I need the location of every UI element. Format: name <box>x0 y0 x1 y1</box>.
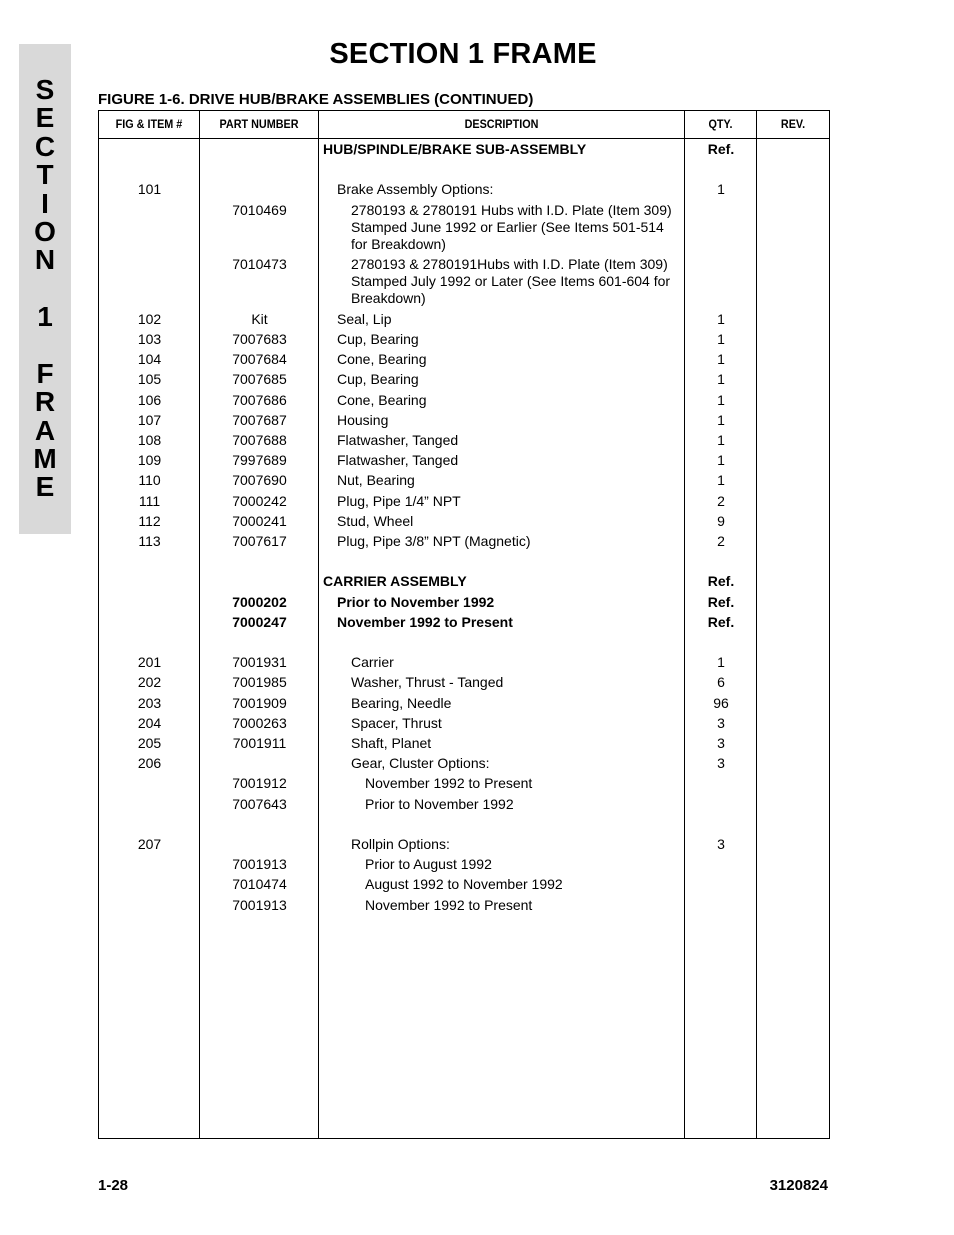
qty-cell: 3 <box>717 735 725 751</box>
qty-cell: 1 <box>717 432 725 448</box>
description-cell: Gear, Cluster Options: <box>351 755 490 772</box>
part-number-cell: 7000263 <box>232 714 287 731</box>
description-cell: CARRIER ASSEMBLY <box>323 573 467 590</box>
description-cell: Carrier <box>351 654 394 671</box>
fig-item-cell: 201 <box>137 654 162 671</box>
qty-cell: Ref. <box>707 613 735 630</box>
description-cell: 2780193 & 2780191Hubs with I.D. Plate (Item 309) Stamped July 1992 or Later (See Items 601-604 for Breakdown) <box>351 256 671 307</box>
part-number-cell: 7007687 <box>232 411 287 428</box>
side-tab-letter: N <box>34 244 56 276</box>
qty-cell: 3 <box>717 755 725 772</box>
qty-cell: 3 <box>717 714 725 731</box>
part-number-cell: 7001911 <box>232 735 287 751</box>
part-number-cell: 7001912 <box>232 775 287 792</box>
description-cell: Rollpin Options: <box>351 836 450 852</box>
description-cell: Prior to November 1992 <box>365 795 514 812</box>
part-number-cell: 7010469 <box>232 201 287 218</box>
fig-item-cell: 101 <box>137 181 162 198</box>
part-number-cell: 7001985 <box>232 674 287 691</box>
fig-item-cell: 112 <box>138 512 161 529</box>
page-number: 1-28 <box>98 1177 129 1194</box>
qty-cell: 6 <box>717 674 725 691</box>
part-number-cell: 7010473 <box>232 256 287 273</box>
qty-cell: 96 <box>713 694 729 711</box>
qty-cell: 1 <box>717 472 725 489</box>
side-tab-letter: E <box>35 102 55 134</box>
description-cell: August 1992 to November 1992 <box>365 876 563 893</box>
side-tab-letter: M <box>33 443 57 475</box>
description-cell: November 1992 to Present <box>365 896 533 913</box>
header-part-number: PART NUMBER <box>219 117 299 131</box>
fig-item-cell: 102 <box>137 310 162 327</box>
description-cell: Cone, Bearing <box>337 351 427 368</box>
part-number-cell: 7001913 <box>232 856 287 873</box>
description-cell: Cone, Bearing <box>337 391 427 408</box>
description-cell: Cup, Bearing <box>337 371 419 388</box>
side-tab-letter: R <box>34 386 56 418</box>
part-number-cell: 7010474 <box>232 876 287 893</box>
part-number-cell: 7007617 <box>232 533 287 549</box>
fig-item-cell: 207 <box>137 836 162 852</box>
qty-cell: 2 <box>717 533 725 549</box>
description-cell: Cup, Bearing <box>337 331 419 347</box>
qty-cell: Ref. <box>707 593 735 610</box>
qty-cell: 2 <box>717 492 725 509</box>
description-cell: Prior to November 1992 <box>337 593 495 610</box>
qty-cell: 9 <box>717 512 725 529</box>
description-cell: HUB/SPINDLE/BRAKE SUB-ASSEMBLY <box>323 141 587 157</box>
part-number-cell: 7007685 <box>232 371 287 388</box>
side-tab-letter: S <box>35 74 55 105</box>
qty-cell: 1 <box>717 351 725 368</box>
fig-item-cell: 203 <box>137 694 162 711</box>
side-tab-letter: C <box>34 130 56 162</box>
qty-cell: 3 <box>717 836 725 852</box>
fig-item-cell: 104 <box>137 351 162 368</box>
qty-cell: 1 <box>717 654 725 671</box>
part-number-cell: 7000247 <box>232 613 287 630</box>
header-divider <box>99 138 829 139</box>
side-tab-letter: T <box>36 159 54 191</box>
part-number-cell: 7000242 <box>232 492 287 509</box>
fig-item-cell: 105 <box>137 371 162 388</box>
part-number-cell: 7001931 <box>232 654 287 671</box>
document-number: 3120824 <box>769 1177 828 1194</box>
fig-item-cell: 111 <box>138 492 161 509</box>
part-number-cell: 7007686 <box>232 391 287 408</box>
description-cell: Plug, Pipe 3/8” NPT (Magnetic) <box>337 533 531 549</box>
side-tab-letter: O <box>34 215 56 247</box>
part-number-cell: 7007683 <box>232 331 287 347</box>
fig-item-cell: 204 <box>137 714 162 731</box>
qty-cell: 1 <box>717 331 725 347</box>
part-number-cell: 7000241 <box>232 512 287 529</box>
description-cell: November 1992 to Present <box>337 613 513 630</box>
description-cell: Flatwasher, Tanged <box>337 432 459 448</box>
part-number-cell: 7007684 <box>232 351 287 368</box>
fig-item-cell: 109 <box>137 452 162 469</box>
fig-item-cell: 103 <box>137 331 162 347</box>
side-tab-letter: F <box>36 357 54 389</box>
description-cell: November 1992 to Present <box>365 775 533 792</box>
qty-cell: 1 <box>717 391 725 408</box>
part-number-cell: 7001909 <box>232 694 287 711</box>
header-fig-item: FIG & ITEM # <box>115 117 183 131</box>
header-rev: REV. <box>780 117 806 131</box>
header-qty: QTY. <box>708 117 733 131</box>
part-number-cell: 7007688 <box>232 432 287 448</box>
side-tab-letter: E <box>35 471 55 503</box>
side-tab-letter: I <box>41 187 49 219</box>
parts-table <box>98 110 830 1139</box>
fig-item-cell: 205 <box>137 735 162 751</box>
fig-item-cell: 106 <box>137 391 162 408</box>
description-cell: Bearing, Needle <box>351 694 452 711</box>
fig-item-cell: 202 <box>137 674 162 691</box>
description-cell: Washer, Thrust - Tanged <box>351 674 504 691</box>
part-number-cell: 7997689 <box>232 452 287 469</box>
description-cell: Spacer, Thrust <box>351 714 442 731</box>
description-cell: Housing <box>337 411 389 428</box>
qty-cell: 1 <box>717 452 725 469</box>
qty-cell: 1 <box>717 310 725 327</box>
qty-cell: 1 <box>717 371 725 388</box>
description-cell: Prior to August 1992 <box>365 856 492 873</box>
part-number-cell: 7007690 <box>232 472 287 489</box>
qty-cell: Ref. <box>707 573 735 590</box>
fig-item-cell: 206 <box>137 755 162 772</box>
figure-title: FIGURE 1-6. DRIVE HUB/BRAKE ASSEMBLIES (CONTINUED) <box>98 91 534 108</box>
description-cell: 2780193 & 2780191 Hubs with I.D. Plate (Item 309) Stamped June 1992 or Earlier (See Items 501-514 for Breakdown) <box>351 201 672 252</box>
description-cell: Shaft, Planet <box>351 735 432 751</box>
description-cell: Brake Assembly Options: <box>337 181 494 198</box>
description-cell: Seal, Lip <box>337 310 392 327</box>
fig-item-cell: 110 <box>138 472 161 489</box>
description-cell: Nut, Bearing <box>337 472 415 489</box>
part-number-cell: 7000202 <box>232 593 287 610</box>
fig-item-cell: 107 <box>137 411 162 428</box>
header-description: DESCRIPTION <box>464 117 539 131</box>
qty-cell: 1 <box>717 181 725 198</box>
qty-cell: 1 <box>717 411 725 428</box>
part-number-cell: Kit <box>251 310 268 327</box>
side-tab-letters <box>19 76 71 502</box>
fig-item-cell: 108 <box>137 432 162 448</box>
part-number-cell: 7001913 <box>232 896 287 913</box>
section-side-tab <box>19 44 71 534</box>
side-tab-letter: 1 <box>37 301 53 333</box>
section-title: SECTION 1 FRAME <box>329 38 597 70</box>
part-number-cell: 7007643 <box>232 795 287 812</box>
description-cell: Plug, Pipe 1/4” NPT <box>337 492 461 509</box>
side-tab-letter: A <box>34 414 56 446</box>
qty-cell: Ref. <box>707 141 735 157</box>
description-cell: Flatwasher, Tanged <box>337 452 459 469</box>
fig-item-cell: 113 <box>138 533 161 549</box>
description-cell: Stud, Wheel <box>337 512 414 529</box>
